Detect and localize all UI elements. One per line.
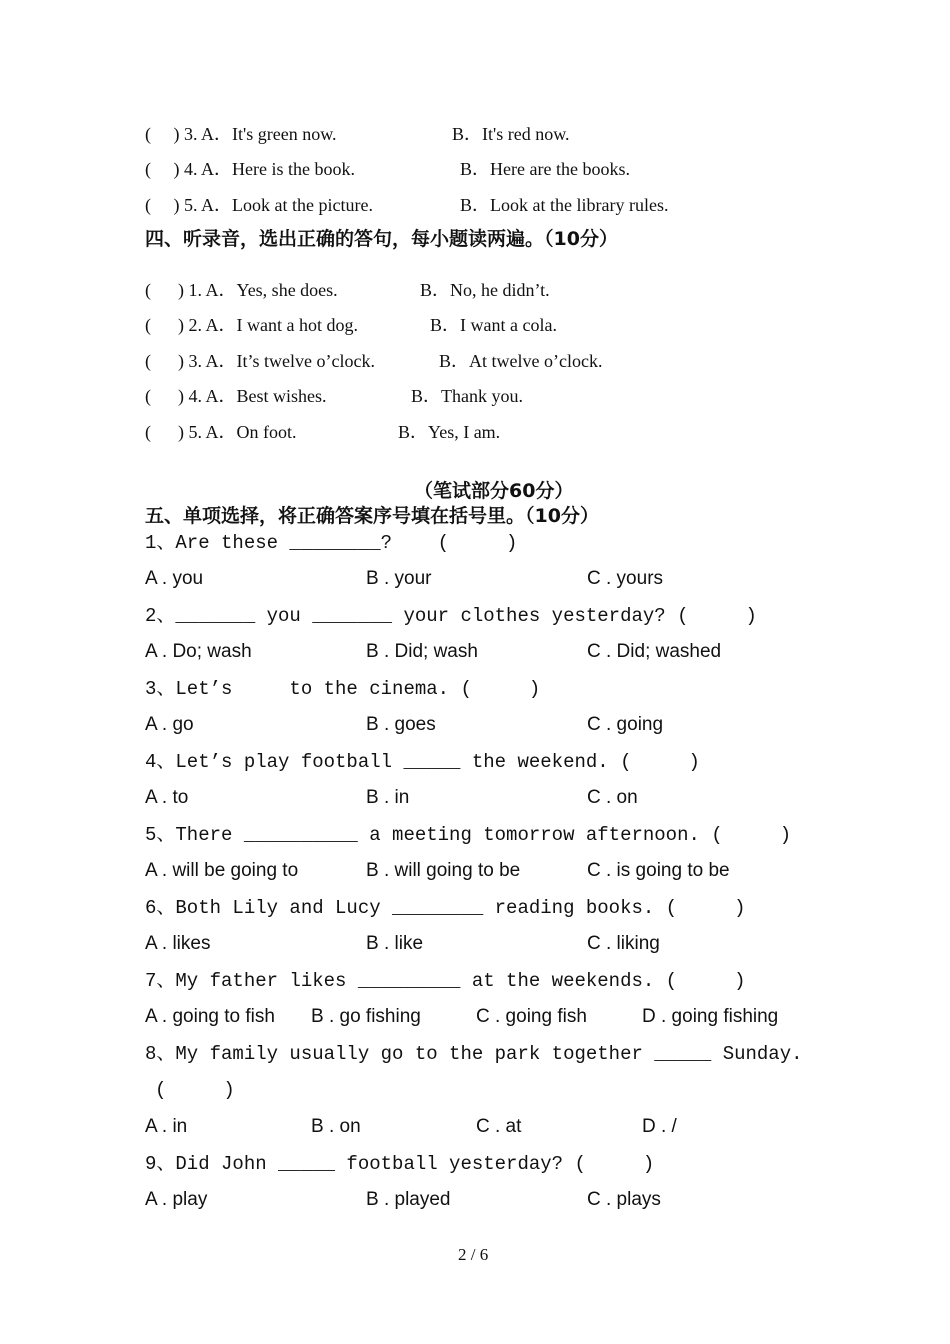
s3-q5-b: B．Look at the library rules. — [460, 195, 669, 215]
s4-q2-b: B．I want a cola. — [430, 315, 557, 335]
s3-q4-a: ( ) 4. A．Here is the book. — [145, 159, 355, 179]
s3-q3-a: ( ) 3. A．It's green now. — [145, 124, 337, 144]
page-number: 2 / 6 — [458, 1245, 489, 1264]
s4-q1-b: B．No, he didn’t. — [420, 280, 550, 300]
s4-q4-a: ( ) 4. A．Best wishes. — [145, 386, 327, 406]
section5-heading: 五、单项选择，将正确答案序号填在括号里。（10分） — [145, 505, 599, 527]
q8-answer-paren: ( ) — [155, 1079, 235, 1101]
section4-heading: 四、听录音，选出正确的答句，每小题读两遍。（10分） — [145, 228, 618, 250]
s4-q4-b: B．Thank you. — [411, 386, 523, 406]
q2-stem: 2、_______ you _______ your clothes yesterday? ( ) — [145, 605, 757, 627]
q7-option-c: C . going fish — [476, 1006, 587, 1027]
q7-option-a: A . going to fish — [145, 1006, 275, 1027]
q8-option-d: D . / — [642, 1116, 677, 1137]
q3-option-c: C . going — [587, 714, 664, 735]
q5-option-b: B . will going to be — [366, 860, 521, 881]
s4-q5-a: ( ) 5. A．On foot. — [145, 422, 297, 442]
q1-option-b: B . your — [366, 568, 432, 589]
s3-q3-b: B．It's red now. — [452, 124, 570, 144]
q2-option-a: A . Do; wash — [145, 641, 252, 662]
q4-option-a: A . to — [145, 787, 189, 808]
q6-option-a: A . likes — [145, 933, 211, 954]
s4-q3-a: ( ) 3. A．It’s twelve o’clock. — [145, 351, 375, 371]
q5-option-c: C . is going to be — [587, 860, 730, 881]
s4-q3-b: B．At twelve o’clock. — [439, 351, 603, 371]
q9-option-c: C . plays — [587, 1189, 661, 1210]
s4-q1-a: ( ) 1. A．Yes, she does. — [145, 280, 338, 300]
q6-option-c: C . liking — [587, 933, 660, 954]
s4-q5-b: B．Yes, I am. — [398, 422, 501, 442]
q8-option-b: B . on — [311, 1116, 361, 1137]
q4-stem: 4、Let’s play football _____ the weekend. ( ) — [145, 751, 700, 773]
q5-option-a: A . will be going to — [145, 860, 299, 881]
s4-q2-a: ( ) 2. A．I want a hot dog. — [145, 315, 358, 335]
q5-stem: 5、There __________ a meeting tomorrow afternoon. ( ) — [145, 824, 792, 846]
q7-option-d: D . going fishing — [642, 1006, 779, 1027]
q9-option-b: B . played — [366, 1189, 451, 1210]
q3-option-a: A . go — [145, 714, 194, 735]
s3-q4-b: B．Here are the books. — [460, 159, 630, 179]
q3-option-b: B . goes — [366, 714, 436, 735]
written-part-title: （笔试部分60分） — [414, 480, 574, 502]
q1-stem: 1、Are these ________? ( ) — [145, 532, 518, 554]
q2-option-b: B . Did; wash — [366, 641, 478, 662]
q3-stem: 3、Let’s to the cinema. ( ) — [145, 678, 541, 700]
s3-q5-a: ( ) 5. A．Look at the picture. — [145, 195, 373, 215]
q7-option-b: B . go fishing — [311, 1006, 421, 1027]
q4-option-b: B . in — [366, 787, 410, 808]
q2-option-c: C . Did; washed — [587, 641, 722, 662]
q9-option-a: A . play — [145, 1189, 208, 1210]
q1-option-c: C . yours — [587, 568, 664, 589]
q1-option-a: A . you — [145, 568, 204, 589]
q8-stem: 8、My family usually go to the park together _____ Sunday. — [145, 1043, 803, 1065]
q6-stem: 6、Both Lily and Lucy ________ reading books. ( ) — [145, 897, 746, 919]
q7-stem: 7、My father likes _________ at the weekends. ( ) — [145, 970, 746, 992]
q8-option-c: C . at — [476, 1116, 522, 1137]
q8-option-a: A . in — [145, 1116, 188, 1137]
q6-option-b: B . like — [366, 933, 424, 954]
q4-option-c: C . on — [587, 787, 638, 808]
q9-stem: 9、Did John _____ football yesterday? ( ) — [145, 1153, 655, 1175]
